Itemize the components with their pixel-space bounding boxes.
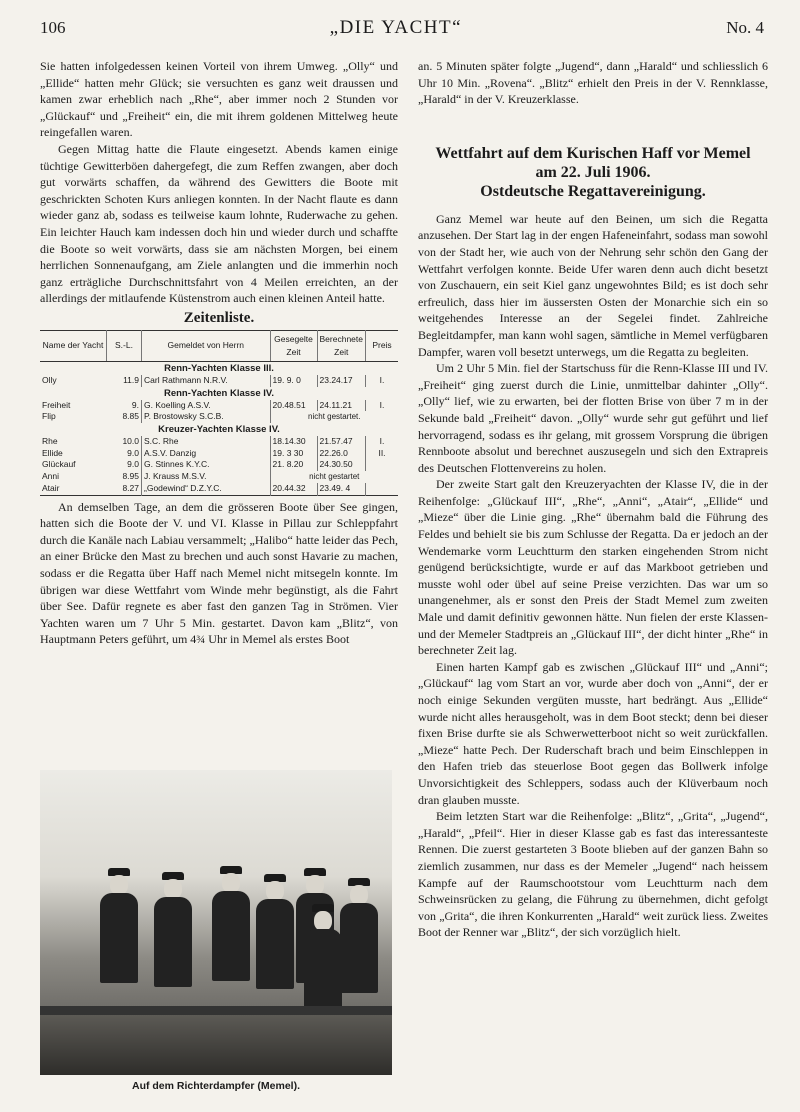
cell-yacht: Olly (42, 374, 57, 385)
cell-sl: 9.0 (127, 459, 139, 470)
headline-line-3: Ostdeutsche Regattavereinigung. (480, 182, 706, 200)
cell-yacht: Flip (42, 411, 56, 422)
cell-computed: 24.30.50 (317, 459, 365, 471)
cell-owner: G. Koelling A.S.V. (142, 400, 271, 412)
cell-owner: „Godewind“ D.Z.Y.C. (142, 483, 271, 495)
table-row (40, 400, 398, 412)
cell-sl: 10.0 (122, 436, 139, 447)
cell-yacht: Atair (42, 482, 60, 493)
photo-railing (40, 1006, 392, 1015)
article-headline (418, 144, 768, 201)
headline-line-1: Wettfahrt auf dem Kurischen Haff vor Memel (435, 144, 751, 162)
photo-caption: Auf dem Richterdampfer (Memel). (131, 1080, 301, 1092)
issue-number: No. 4 (726, 18, 764, 37)
right-paragraph-2: Um 2 Uhr 5 Min. fiel der Startschuss für die Renn-Klasse III und IV. „Freiheit“ ging zuerst durch die Linie, unmittelbar dahinter „Olly“. „Olly“ lief, wie zu erwarten, bei der flotten Brise von über 7 m in der Sekunde bald „Freiheit“ davon. „Olly“ wurde sehr gut geführt und lief hervorragend, sodass es ihr gelang, mit grossem Vorsprung die übrigen Rennboote absolut und berechnet auszusegeln und sich den Extrapreis des Deutschen Flottenvereins zu holen. (418, 361, 768, 475)
col-header-prize: Preis (366, 330, 399, 361)
col-header-computed: Berechnete Zeit (317, 330, 365, 361)
class-heading: Renn-Yachten Klasse III. (164, 362, 274, 374)
right-paragraph-3: Der zweite Start galt den Kreuzeryachten der Klasse IV, die in der Reihenfolge: „Glückauf III“, „Rhe“, „Anni“, „Atair“, „Ellide“ und „Mieze“ über die Linie ging. „Rhe“ übernahm bald die Führung des Feldes und behielt sie bis zum Schlusse der Regatta. Da er jedoch an der Wendemarke vorm Leuchtturm den starken eingehenden Strom nicht genügend berücksichtigte, wurde er auf das Markboot getrieben und musste wohl oder übel auf seine Preise verzichten. Das war um so unangenehmer, als er sonst den Preis der Stadt Memel zum zweiten Male und damit definitiv gewonnen hätte. Nun fielen der erste Klassen- und der Memeler Stadtpreis an „Glückauf III“, der dicht hinter „Rhe“ in berechneter Zeit lag. (418, 477, 768, 658)
col-header-owner: Gemeldet von Herrn (142, 330, 271, 361)
cell-owner: J. Krauss M.S.V. (142, 471, 271, 483)
cell-sl: 9. (131, 399, 139, 410)
photo-judges-steamer (40, 770, 392, 1075)
cell-sl: 9.0 (127, 447, 139, 458)
headline-line-2: am 22. Juli 1906. (535, 163, 651, 181)
col-header-yacht: Name der Yacht (40, 330, 107, 361)
table-row (40, 411, 398, 423)
cell-sailed: 18.14.30 (270, 436, 317, 448)
cell-prize (366, 459, 399, 471)
cell-owner: A.S.V. Danzig (142, 448, 271, 460)
cell-sailed: 20.44.32 (270, 483, 317, 495)
col-header-sailed: Gesegelte Zeit (270, 330, 317, 361)
cell-yacht: Anni (42, 471, 60, 482)
cell-prize (366, 483, 399, 495)
left-paragraph-3: An demselben Tage, an dem die grösseren Boote über See gingen, hatten sich die Boote der V. und VI. Klasse in Pillau zur Schleppfahrt durch die Kanäle nach Labiau versammelt; „Halibo“ hatte leider das Pech, an einer Brücke den Mast zu brechen und auch sonst Havarie zu machen, sodass er die Regatta über Haff nach Memel nicht mitsegeln konnte. Im übrigen war diese Wettfahrt vom Winde mehr begünstigt, als die Fahrt über See. Dafür regnete es aber fast den ganzen Tag in Strömen. Vier Yachten waren um 7 Uhr 5 Min. gestartet. Davon kam „Blitz“, von Hauptmann Peters geführt, um 4¾ Uhr in Memel als erstes Boot (40, 499, 398, 647)
cell-owner: P. Brostowsky S.C.B. (142, 411, 271, 423)
table-row (40, 483, 398, 495)
table-row (40, 448, 398, 460)
table-row (40, 436, 398, 448)
class-heading: Renn-Yachten Klasse IV. (163, 387, 274, 399)
cell-sl: 8.85 (122, 411, 139, 422)
cell-sailed: 20.48.51 (270, 400, 317, 412)
table-title: Zeitenliste. (183, 309, 255, 326)
cell-prize: II. (366, 448, 399, 460)
page-number: 106 (40, 18, 66, 37)
cell-prize: I. (366, 400, 399, 412)
class-heading: Kreuzer-Yachten Klasse IV. (158, 424, 280, 436)
cell-sailed: 19. 9. 0 (270, 375, 317, 387)
cell-owner: Carl Rathmann N.R.V. (142, 375, 271, 387)
cell-sailed: 21. 8.20 (270, 459, 317, 471)
cell-computed: 23.24.17 (317, 375, 365, 387)
right-paragraph-1: Ganz Memel war heute auf den Beinen, um sich die Regatta anzusehen. Der Start lag in der engen Hafeneinfahrt, sodass man sowohl von der Stadt her, wie auch von der Nehrung sehr schön den Gang der Wettfahrt verfolgen konnte. Beide Ufer waren denn auch dicht besetzt von Zuschauern, ein seit Kiel ganz ungewohntes Bild; es ist doch sehr erfreulich, dass hier im äussersten Osten der Monarchie sich ein so weitgehendes Interesse an der Segelei findet. Zahlreiche Begleitdampfer, man kann wohl sagen, sämtliche in Memel verfügbaren Dampfer, waren voll besetzt unterwegs, um die Regatta zu begleiten. (418, 211, 768, 359)
cell-owner: S.C. Rhe (142, 436, 271, 448)
left-column (40, 58, 398, 648)
cell-computed: 23.49. 4 (317, 483, 365, 495)
cell-sl: 8.95 (122, 471, 139, 482)
right-column (418, 58, 768, 941)
cell-owner: G. Stinnes K.Y.C. (142, 459, 271, 471)
left-paragraph-2: Gegen Mittag hatte die Flaute eingesetzt. Abends kamen einige tüchtige Gewitterböen dahergefegt, die zum Reffen zwangen, aber doch gut vorwärts schaffen, da während des Gewitters die Boote mit geschrickten Schoten Kurs anliegen konnten. In der Nacht flaute es dann wieder ganz ab, sodass es teilweise kaum lohnte, Ruderwache zu gehen. Ein leichter Hauch kam indessen doch hin und wieder durch und schaffte die Boote so weit vorwärts, dass sie am nächsten Morgen, bei einem herrlichen Sonnenaufgang, am Ziele anlangten und die immerhin noch ganz erträgliche Durchschnittsfahrt von 4 Meilen erreichten, an der allerdings der mitlaufende Küstenstrom auch einen kleinen Anteil hatte. (40, 141, 398, 306)
cell-note: nicht gestartet. (270, 411, 398, 423)
page-header (40, 14, 764, 42)
cell-computed: 24.11.21 (317, 400, 365, 412)
cell-sailed: 19. 3 30 (270, 448, 317, 460)
table-row (40, 375, 398, 387)
cell-yacht: Rhe (42, 436, 58, 447)
cell-prize: I. (366, 436, 399, 448)
right-paragraph-4: Einen harten Kampf gab es zwischen „Glückauf III“ und „Anni“; „Glückauf“ lag vom Start an vor, wurde aber doch von „Anni“, der er noch einige Sekunden vergüten musste, hart bedrängt. Aus „Ellide“ wurde nicht alles herausgeholt, was in dem Boot steckt; denn bei dieser fixen Brise durfte sie als Schwerwetterboot nicht so weit zurückfallen. „Mieze“ hatte Pech. Der Ruderschaft brach und beim Einschleppen in den Hafen trieb das steuerlose Boot gegen das Bollwerk infolge Unvorsichtigkeit des Schleppers, sodass auch der Klüverbaum noch dran glauben musste. (418, 659, 768, 807)
col-header-sl: S.-L. (107, 330, 142, 361)
right-paragraph-0: an. 5 Minuten später folgte „Jugend“, dann „Harald“ und schliesslich 6 Uhr 10 Min. „Rovena“. „Blitz“ erhielt den Preis in der V. Rennklasse, „Harald“ in der V. Kreuzerklasse. (418, 59, 768, 107)
cell-yacht: Freiheit (42, 399, 71, 410)
results-table (40, 330, 398, 496)
cell-sl: 11.9 (123, 374, 139, 385)
table-row (40, 471, 398, 483)
table-row (40, 459, 398, 471)
cell-computed: 21.57.47 (317, 436, 365, 448)
left-paragraph-1: Sie hatten infolgedessen keinen Vorteil von ihrem Umweg. „Olly“ und „Ellide“ hatten mehr Glück; sie versuchten es ganz weit draussen und kamen zwar erheblich nach „Rhe“, aber immer noch 2 Stunden vor „Glückauf“ und „Freiheit“ ein, die mit ihrem goldenen Mittelweg heute reingefallen waren. (40, 59, 398, 140)
cell-sl: 8.27 (122, 482, 139, 493)
photo-deck (40, 1015, 392, 1075)
cell-note: nicht gestartet (270, 471, 398, 483)
cell-yacht: Glückauf (42, 459, 76, 470)
cell-computed: 22.26.0 (317, 448, 365, 460)
journal-title: „DIE YACHT“ (329, 17, 463, 38)
cell-yacht: Ellide (42, 447, 63, 458)
right-paragraph-5: Beim letzten Start war die Reihenfolge: „Blitz“, „Grita“, „Jugend“, „Harald“, „Pfeil“. Hier in dieser Klasse gab es fast das interessanteste Rennen. Die zuerst gestarteten 3 Boote blieben auf der ganzen Bahn so ziemlich zusammen, nur dass es der Memeler „Jugend“ nach heissem Kampfe auf der Raumschootstour vom Leuchtturm nach dem Schweinsrücken zu gelang, die Führung zu übernehmen, dicht gefolgt von „Grita“, die ihren Konkurrenten „Harald“ weit zurück liess. Zweites Boot der Renner war „Blitz“, der sich vorzüglich hielt. (418, 809, 768, 940)
cell-prize: I. (366, 375, 399, 387)
